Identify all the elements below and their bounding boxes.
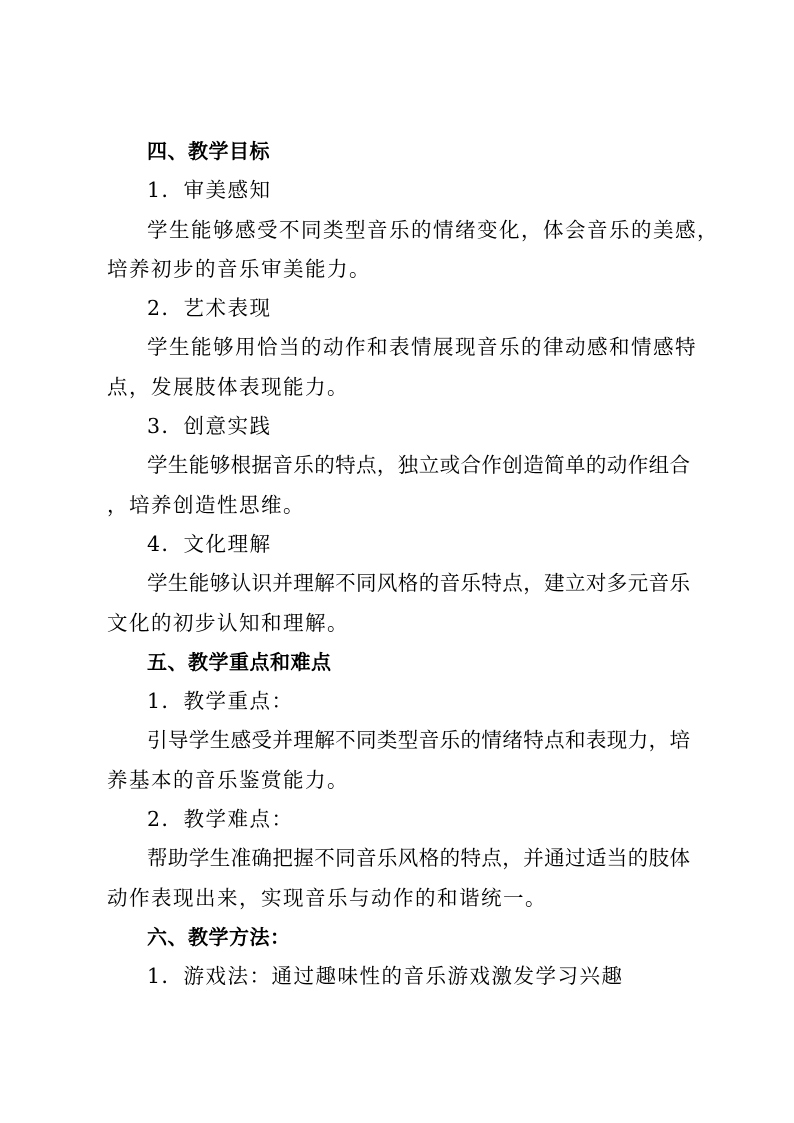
objective-text-line: 学生能够用恰当的动作和表情展现音乐的律动感和情感特: [147, 335, 697, 360]
difficulty-text-line: 帮助学生准确把握不同音乐风格的特点，并通过适当的肢体: [147, 846, 691, 871]
objective-text-line: 培养初步的音乐审美能力。: [107, 256, 371, 281]
document-body: [107, 132, 719, 997]
objective-text-line: 学生能够根据音乐的特点，独立或合作创造简单的动作组合: [147, 453, 691, 478]
objective-title-cultural: 4．文化理解: [147, 531, 272, 556]
objective-title-aesthetic: 1．审美感知: [147, 178, 272, 203]
key-point-title: 1．教学重点：: [147, 689, 294, 714]
method-item: 1．游戏法：通过趣味性的音乐游戏激发学习兴趣: [147, 964, 624, 989]
section-heading-objectives: 四、教学目标: [147, 139, 270, 163]
objective-text-line: ，培养创造性思维。: [107, 492, 305, 517]
objective-text-line: 学生能够感受不同类型音乐的情绪变化，体会音乐的美感，: [147, 217, 719, 242]
section-heading-key-points: 五、教学重点和难点: [147, 649, 332, 674]
key-point-text-line: 养基本的音乐鉴赏能力。: [107, 767, 349, 792]
objective-text-line: 学生能够认识并理解不同风格的音乐特点，建立对多元音乐: [147, 571, 691, 596]
difficulty-title: 2．教学难点：: [147, 807, 294, 832]
objective-text-line: 点，发展肢体表现能力。: [107, 374, 349, 399]
key-point-text-line: 引导学生感受并理解不同类型音乐的情绪特点和表现力，培: [147, 728, 691, 753]
objective-title-artistic: 2．艺术表现: [147, 296, 272, 321]
difficulty-text-line: 动作表现出来，实现音乐与动作的和谐统一。: [107, 885, 547, 910]
section-heading-methods: 六、教学方法：: [147, 924, 291, 949]
objective-title-creative: 3．创意实践: [147, 414, 272, 439]
objective-text-line: 文化的初步认知和理解。: [107, 610, 349, 635]
